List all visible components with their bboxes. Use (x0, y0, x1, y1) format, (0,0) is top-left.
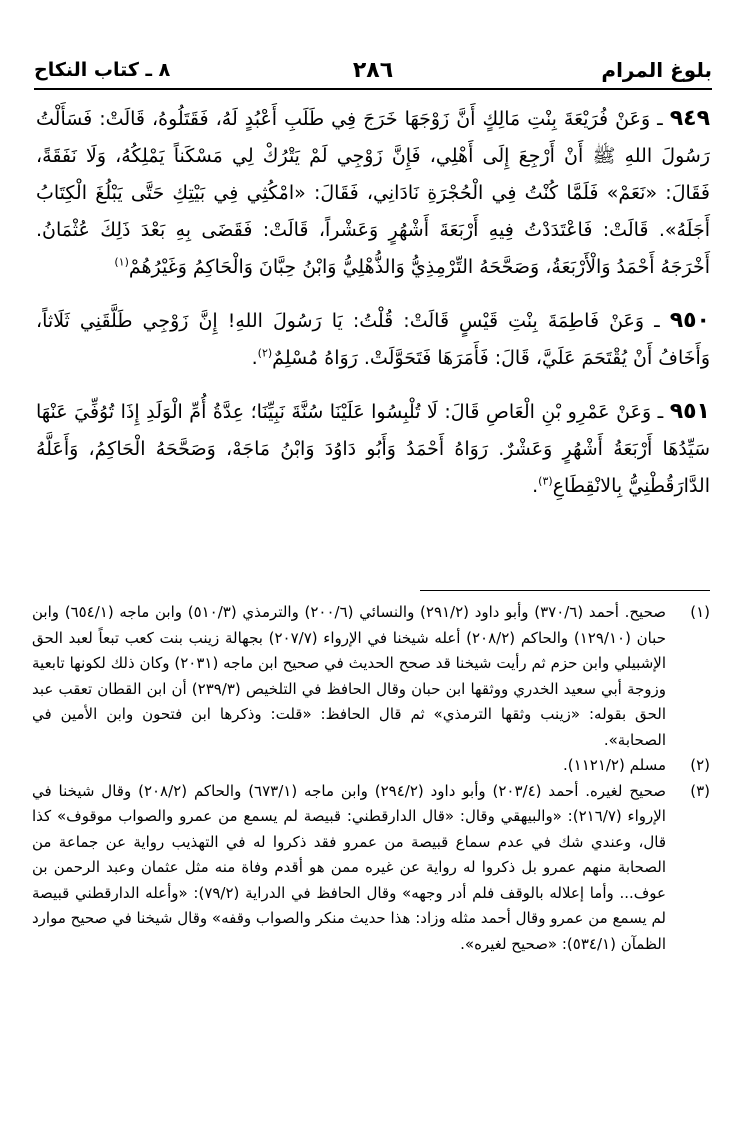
hadith-number: ٩٥٠ (669, 308, 710, 333)
book-title: بلوغ المرام (601, 58, 712, 82)
hadith-number: ٩٥١ (669, 399, 710, 424)
footnote-mark: (١) (690, 603, 710, 621)
footnote-3 (32, 779, 710, 958)
footnote-text: مسلم (١١٢١/٢). (563, 756, 666, 774)
hadith-951 (36, 393, 710, 505)
chapter-title: ٨ ـ كتاب النكاح (34, 59, 171, 81)
hadith-end-mark: . (251, 347, 258, 369)
hadith-text: ـ وَعَنْ فَاطِمَةَ بِنْتِ قَيْسٍ قَالَتْ: قُلْتُ: يَا رَسُولَ اللهِ! إِنَّ زَوْجِي طَلَّقَنِي ثَلَاثاً، وَأَخَافُ أَنْ يُقْتَحَمَ عَلَيَّ، قَالَ: فَأَمَرَهَا فَتَحَوَّلَتْ. رَوَاهُ مُسْلِمٌ (36, 310, 710, 369)
hadith-text: ـ وَعَنْ عَمْرِو بْنِ الْعَاصِ قَالَ: لَا تُلْبِسُوا عَلَيْنَا سُنَّةَ نَبِيِّنَا؛ عِدَّةُ أُمِّ الْوَلَدِ إِذَا تُوُفِّيَ عَنْهَا سَيِّدُهَا أَرْبَعَةُ أَشْهُرٍ وَعَشْرٌ. رَوَاهُ أَحْمَدُ وَأَبُو دَاوُدَ وَابْنُ مَاجَهْ، وَصَحَّحَهُ الْحَاكِمُ، وَأَعَلَّهُ الدَّارَقُطْنِيُّ بِالانْقِطَاعِ (36, 401, 710, 497)
page-header (34, 52, 712, 88)
footnote-ref: (٢) (257, 346, 273, 360)
footnote-1 (32, 600, 710, 753)
footnote-text: صحيح لغيره. أحمد (٢٠٣/٤) وأبو داود (٢٩٤/٢) وابن ماجه (٦٧٣/١) والحاكم (٢٠٨/٢) وقال شيخنا في الإرواء (٢١٦/٧): «والبيهقي وقال: «قال الدارقطني: قبيصة لم يسمع من عمرو والصواب موقوف» كذا قال، وعندي شك في عدم سماع قبيصة من عمرو فقد ذكروا له في التهذيب رواية عن جماعة من الصحابة منهم عمرو بل ذكروا له رواية عن غيره ممن هو أقدم وفاة منه مثل عثمان وعبد الرحمن بن عوف... وأما إعلاله بالوقف فلم أدر وجهه» وقال الحافظ في الدراية (٧٩/٢): «وأعله الدارقطني قبيصة لم يسمع من عمرو وقال أحمد مثله وزاد: هذا حديث منكر والصواب وقفه» وقال شيخنا في صحيح موارد الظمآن (٥٣٤/١): «صحيح لغيره». (32, 781, 666, 953)
footnote-ref: (١) (114, 255, 129, 269)
hadith-number: ٩٤٩ (669, 106, 711, 131)
header-divider (34, 88, 712, 90)
footnote-mark: (٣) (690, 781, 710, 800)
hadith-text: ـ وَعَنْ فُرَيْعَةَ بِنْتِ مَالِكٍ أَنَّ زَوْجَهَا خَرَجَ فِي طَلَبِ أَعْبُدٍ لَهُ، فَقَتَلُوهُ، قَالَتْ: فَسَأَلْتُ رَسُولَ اللهِ ﷺ أَنْ أَرْجِعَ إِلَى أَهْلِي، فَإِنَّ زَوْجِي لَمْ يَتْرُكْ لِي مَسْكَناً يَمْلِكُهُ، وَلَا نَفَقَةً، فَقَالَ: «نَعَمْ» فَلَمَّا كُنْتُ فِي الْحُجْرَةِ نَادَانِي، فَقَالَ: «امْكُثِي فِي بَيْتِكِ حَتَّى يَبْلُغَ الْكِتَابُ أَجَلَهُ». قَالَتْ: فَاعْتَدَدْتُ فِيهِ أَرْبَعَةَ أَشْهُرٍ وَعَشْراً، قَالَتْ: فَقَضَى بِهِ بَعْدَ ذَلِكَ عُثْمَانُ. أَخْرَجَهُ أَحْمَدُ وَالْأَرْبَعَةُ، وَصَحَّحَهُ التِّرْمِذِيُّ وَالذُّهْلِيُّ وَابْنُ حِبَّانَ وَالْحَاكِمُ وَغَيْرُهُمْ (36, 108, 710, 278)
footnote-ref: (٣) (538, 474, 553, 488)
footnote-divider (420, 590, 710, 591)
hadith-950 (36, 302, 710, 377)
hadith-949 (36, 100, 710, 286)
footnote-mark: (٢) (690, 756, 710, 774)
footnote-text: صحيح. أحمد (٣٧٠/٦) وأبو داود (٢٩١/٢) والنسائي (٢٠٠/٦) والترمذي (٥١٠/٣) وابن ماجه (٦٥٤/١) وابن حبان (١٢٩/١٠) والحاكم (٢٠٨/٢) أعله شيخنا في الإرواء (٢٠٧/٧) بجهالة زينب بنت كعب تبعاً لعبد الحق الإشبيلي وابن حزم ثم رأيت شيخنا قد صحح الحديث في صحيح ابن ماجه (٢٠٣١) وكان ذلك لكونها تابعية وزوجة أبي سعيد الخدري ووثقها ابن حبان وقال الحافظ في التلخيص (٢٣٩/٣) أن ابن القطان تعقب عبد الحق بقوله: «زينب وثقها الترمذي» ثم قال الحافظ: «قلت: وذكرها ابن فتحون وابن الأمين في الصحابة». (32, 603, 666, 749)
hadith-body (36, 100, 710, 521)
hadith-end-mark: . (532, 475, 539, 497)
footnotes (32, 600, 710, 957)
footnote-2 (32, 753, 710, 779)
page-number: ٢٨٦ (352, 57, 394, 83)
